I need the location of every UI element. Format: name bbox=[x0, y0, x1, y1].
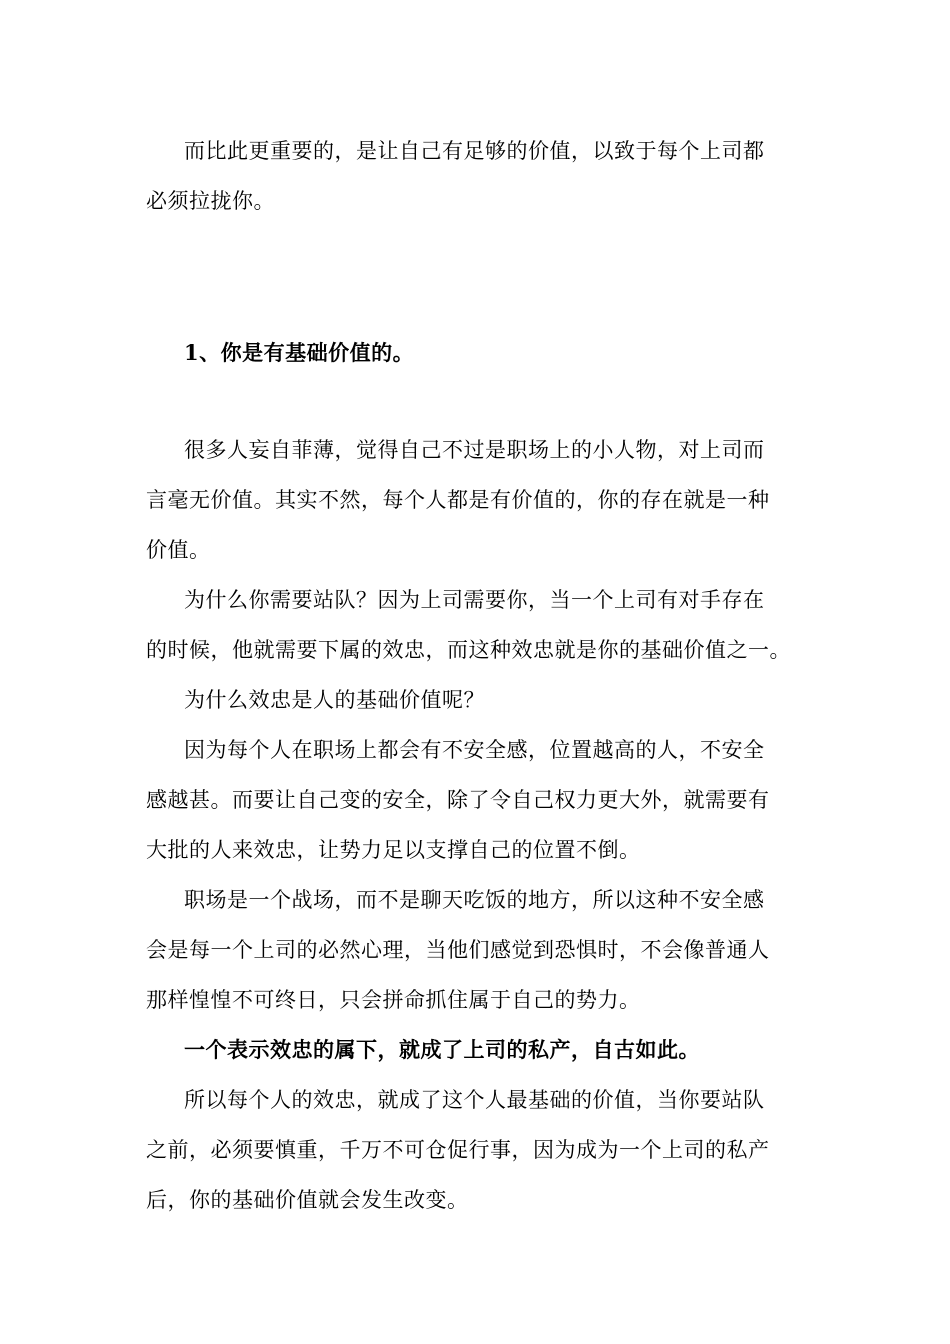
emphasis-line: 一个表示效忠的属下，就成了上司的私产，自古如此。 bbox=[184, 1037, 700, 1062]
section-heading-text: 1、你是有基础价值的。 bbox=[184, 340, 415, 365]
para4-line-1: 因为每个人在职场上都会有不安全感，位置越高的人，不安全 bbox=[184, 738, 765, 762]
para2-line-1: 为什么你需要站队？因为上司需要你，当一个上司有对手存在 bbox=[184, 588, 765, 612]
para6-line-3: 后，你的基础价值就会发生改变。 bbox=[146, 1188, 469, 1212]
intro-paragraph bbox=[146, 126, 806, 226]
para4-line-3: 大批的人来效忠，让势力足以支撑自己的位置不倒。 bbox=[146, 838, 641, 862]
para2-line-2: 的时候，他就需要下属的效忠，而这种效忠就是你的基础价值之一。 bbox=[146, 638, 791, 662]
section-heading bbox=[146, 328, 806, 378]
para6-line-1: 所以每个人的效忠，就成了这个人最基础的价值，当你要站队 bbox=[184, 1088, 765, 1112]
para1-line-2: 言毫无价值。其实不然，每个人都是有价值的，你的存在就是一种 bbox=[146, 488, 770, 512]
intro-line-1: 而比此更重要的，是让自己有足够的价值，以致于每个上司都 bbox=[184, 139, 765, 163]
para5-line-3: 那样惶惶不可终日，只会拼命抓住属于自己的势力。 bbox=[146, 988, 641, 1012]
intro-line-2: 必须拉拢你。 bbox=[146, 189, 275, 213]
para6-line-2: 之前，必须要慎重，千万不可仓促行事，因为成为一个上司的私产 bbox=[146, 1138, 770, 1162]
para5-line-1: 职场是一个战场，而不是聊天吃饭的地方，所以这种不安全感 bbox=[184, 888, 765, 912]
para5-line-2: 会是每一个上司的必然心理，当他们感觉到恐惧时，不会像普通人 bbox=[146, 938, 770, 962]
body-paragraphs bbox=[146, 425, 806, 1225]
para1-line-1: 很多人妄自菲薄，觉得自己不过是职场上的小人物，对上司而 bbox=[184, 438, 765, 462]
para1-line-3: 价值。 bbox=[146, 538, 211, 562]
para4-line-2: 感越甚。而要让自己变的安全，除了令自己权力更大外，就需要有 bbox=[146, 788, 770, 812]
para3-line-1: 为什么效忠是人的基础价值呢？ bbox=[184, 688, 485, 712]
